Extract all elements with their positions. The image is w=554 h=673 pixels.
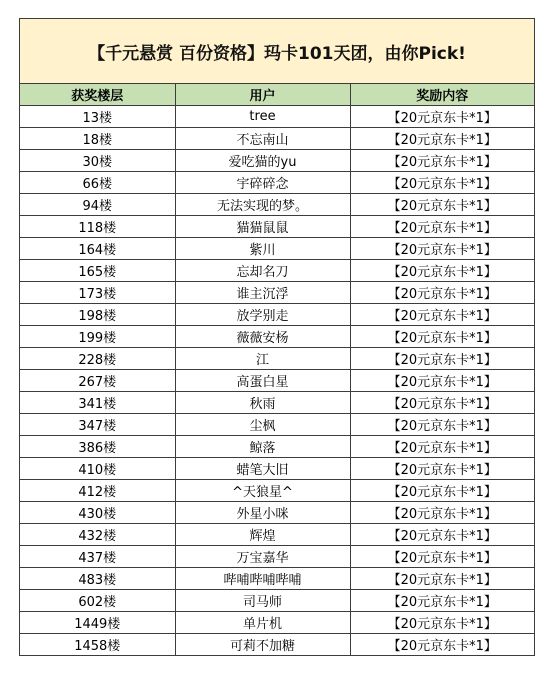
winners-table: [20, 84, 534, 655]
cell-user: 可莉不加糖: [175, 633, 350, 655]
cell-floor: 437楼: [20, 545, 175, 567]
table-row: [20, 237, 534, 259]
cell-floor: 228楼: [20, 347, 175, 369]
cell-reward: 【20元京东卡*1】: [350, 325, 534, 347]
table-row: [20, 633, 534, 655]
table-row: [20, 105, 534, 127]
cell-user: 紫川: [175, 237, 350, 259]
cell-user: 蜡笔大旧: [175, 457, 350, 479]
cell-user: 哔哺哔哺哔哺: [175, 567, 350, 589]
cell-reward: 【20元京东卡*1】: [350, 281, 534, 303]
cell-reward: 【20元京东卡*1】: [350, 347, 534, 369]
cell-floor: 267楼: [20, 369, 175, 391]
cell-reward: 【20元京东卡*1】: [350, 391, 534, 413]
cell-floor: 430楼: [20, 501, 175, 523]
table-row: [20, 347, 534, 369]
cell-floor: 412楼: [20, 479, 175, 501]
table-row: [20, 171, 534, 193]
table-row: [20, 325, 534, 347]
cell-reward: 【20元京东卡*1】: [350, 457, 534, 479]
table-row: [20, 457, 534, 479]
cell-floor: 432楼: [20, 523, 175, 545]
table-row: [20, 127, 534, 149]
cell-user: 外星小咪: [175, 501, 350, 523]
cell-reward: 【20元京东卡*1】: [350, 611, 534, 633]
table-row: [20, 391, 534, 413]
cell-user: 江: [175, 347, 350, 369]
cell-reward: 【20元京东卡*1】: [350, 369, 534, 391]
cell-user: 谁主沉浮: [175, 281, 350, 303]
table-row: [20, 611, 534, 633]
cell-user: 鲸落: [175, 435, 350, 457]
cell-reward: 【20元京东卡*1】: [350, 193, 534, 215]
cell-floor: 410楼: [20, 457, 175, 479]
table-row: [20, 501, 534, 523]
cell-reward: 【20元京东卡*1】: [350, 545, 534, 567]
cell-reward: 【20元京东卡*1】: [350, 435, 534, 457]
cell-user: tree: [175, 105, 350, 127]
table-row: [20, 215, 534, 237]
cell-floor: 386楼: [20, 435, 175, 457]
cell-user: 薇薇安杨: [175, 325, 350, 347]
cell-reward: 【20元京东卡*1】: [350, 501, 534, 523]
cell-user: 万宝嘉华: [175, 545, 350, 567]
cell-user: 爱吃猫的yu: [175, 149, 350, 171]
cell-reward: 【20元京东卡*1】: [350, 127, 534, 149]
cell-user: 尘枫: [175, 413, 350, 435]
cell-user: 猫猫鼠鼠: [175, 215, 350, 237]
header-floor: 获奖楼层: [20, 84, 175, 105]
cell-floor: 173楼: [20, 281, 175, 303]
cell-reward: 【20元京东卡*1】: [350, 215, 534, 237]
cell-reward: 【20元京东卡*1】: [350, 523, 534, 545]
cell-user: 辉煌: [175, 523, 350, 545]
cell-reward: 【20元京东卡*1】: [350, 237, 534, 259]
table-row: [20, 369, 534, 391]
table-row: [20, 259, 534, 281]
table-row: [20, 589, 534, 611]
cell-reward: 【20元京东卡*1】: [350, 567, 534, 589]
cell-floor: 18楼: [20, 127, 175, 149]
cell-reward: 【20元京东卡*1】: [350, 303, 534, 325]
cell-reward: 【20元京东卡*1】: [350, 413, 534, 435]
winners-sheet: [19, 18, 535, 656]
cell-reward: 【20元京东卡*1】: [350, 171, 534, 193]
table-row: [20, 545, 534, 567]
table-row: [20, 149, 534, 171]
cell-floor: 199楼: [20, 325, 175, 347]
cell-user: 秋雨: [175, 391, 350, 413]
sheet-title: 【千元悬赏 百份资格】玛卡101天团，由你Pick!: [20, 19, 534, 84]
cell-user: 单片机: [175, 611, 350, 633]
table-row: [20, 479, 534, 501]
cell-user: 高蛋白星: [175, 369, 350, 391]
cell-floor: 198楼: [20, 303, 175, 325]
cell-user: ^天狼星^: [175, 479, 350, 501]
cell-floor: 66楼: [20, 171, 175, 193]
cell-reward: 【20元京东卡*1】: [350, 105, 534, 127]
cell-floor: 165楼: [20, 259, 175, 281]
cell-floor: 30楼: [20, 149, 175, 171]
table-row: [20, 435, 534, 457]
cell-floor: 341楼: [20, 391, 175, 413]
cell-floor: 13楼: [20, 105, 175, 127]
header-user: 用户: [175, 84, 350, 105]
table-row: [20, 567, 534, 589]
cell-user: 宇碎碎念: [175, 171, 350, 193]
table-row: [20, 303, 534, 325]
cell-floor: 602楼: [20, 589, 175, 611]
cell-floor: 94楼: [20, 193, 175, 215]
cell-user: 不忘南山: [175, 127, 350, 149]
table-row: [20, 281, 534, 303]
cell-reward: 【20元京东卡*1】: [350, 479, 534, 501]
cell-floor: 1449楼: [20, 611, 175, 633]
cell-floor: 164楼: [20, 237, 175, 259]
table-row: [20, 413, 534, 435]
cell-floor: 483楼: [20, 567, 175, 589]
cell-user: 放学别走: [175, 303, 350, 325]
cell-user: 无法实现的梦。: [175, 193, 350, 215]
cell-reward: 【20元京东卡*1】: [350, 589, 534, 611]
cell-reward: 【20元京东卡*1】: [350, 149, 534, 171]
table-row: [20, 523, 534, 545]
header-row: [20, 84, 534, 105]
cell-user: 司马师: [175, 589, 350, 611]
cell-reward: 【20元京东卡*1】: [350, 259, 534, 281]
header-reward: 奖励内容: [350, 84, 534, 105]
cell-floor: 347楼: [20, 413, 175, 435]
cell-user: 忘却名刀: [175, 259, 350, 281]
cell-floor: 118楼: [20, 215, 175, 237]
cell-floor: 1458楼: [20, 633, 175, 655]
table-row: [20, 193, 534, 215]
cell-reward: 【20元京东卡*1】: [387, 638, 497, 654]
